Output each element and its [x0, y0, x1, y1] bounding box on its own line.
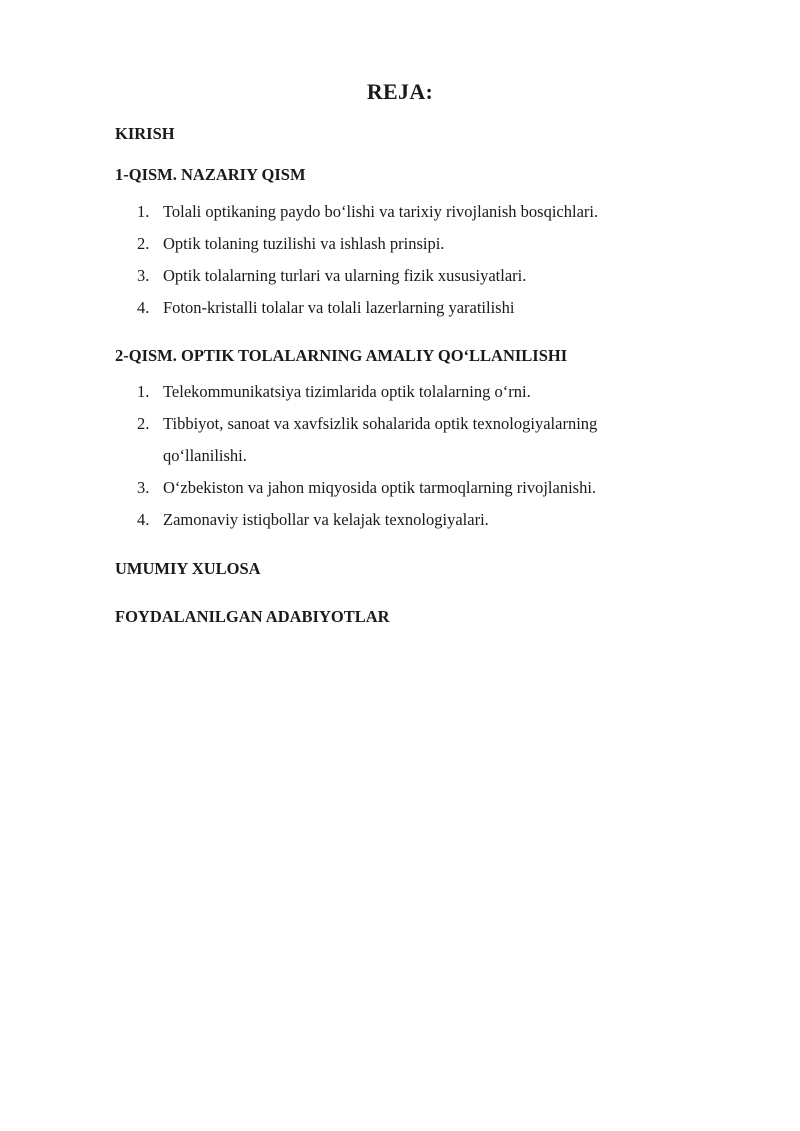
list-item-number: 2. [137, 414, 150, 433]
list-item [137, 196, 685, 228]
list-item [137, 376, 685, 408]
list-item-text: Tibbiyot, sanoat va xavfsizlik sohalarida optik texnologiyalarning qo‘llanilishi. [163, 414, 598, 465]
list-item-text: Optik tolalarning turlari va ularning fizik xususiyatlari. [163, 266, 527, 285]
part2-list [115, 376, 685, 536]
list-item [137, 228, 685, 260]
page-title: REJA: [366, 79, 434, 104]
list-item-number: 1. [137, 382, 150, 401]
list-item [137, 408, 685, 472]
list-item-number: 3. [137, 478, 150, 497]
list-item-text: Optik tolaning tuzilishi va ishlash prinsipi. [163, 234, 445, 253]
list-item-number: 1. [137, 202, 150, 221]
list-item-number: 4. [137, 510, 150, 529]
list-item-text: Tolali optikaning paydo bo‘lishi va tarixiy rivojlanish bosqichlari. [163, 202, 599, 221]
list-item-text: Telekommunikatsiya tizimlarida optik tolalarning o‘rni. [163, 382, 531, 401]
list-item-text: Zamonaviy istiqbollar va kelajak texnologiyalari. [163, 510, 489, 529]
list-item [137, 472, 685, 504]
list-item-text: Foton-kristalli tolalar va tolali lazerlarning yaratilishi [163, 298, 515, 317]
part1-list [115, 196, 685, 324]
section-part2-heading: 2-QISM. OPTIK TOLALARNING AMALIY QO‘LLANILISHI [115, 346, 568, 365]
section-part1-heading: 1-QISM. NAZARIY QISM [115, 165, 306, 184]
list-item-number: 4. [137, 298, 150, 317]
list-item [137, 292, 685, 324]
section-references: FOYDALANILGAN ADABIYOTLAR [115, 607, 390, 626]
list-item [137, 504, 685, 536]
list-item-text: O‘zbekiston va jahon miqyosida optik tarmoqlarning rivojlanishi. [163, 478, 597, 497]
list-item [137, 260, 685, 292]
list-item-number: 2. [137, 234, 150, 253]
section-conclusion: UMUMIY XULOSA [115, 559, 261, 578]
section-intro: KIRISH [115, 124, 175, 143]
list-item-number: 3. [137, 266, 150, 285]
